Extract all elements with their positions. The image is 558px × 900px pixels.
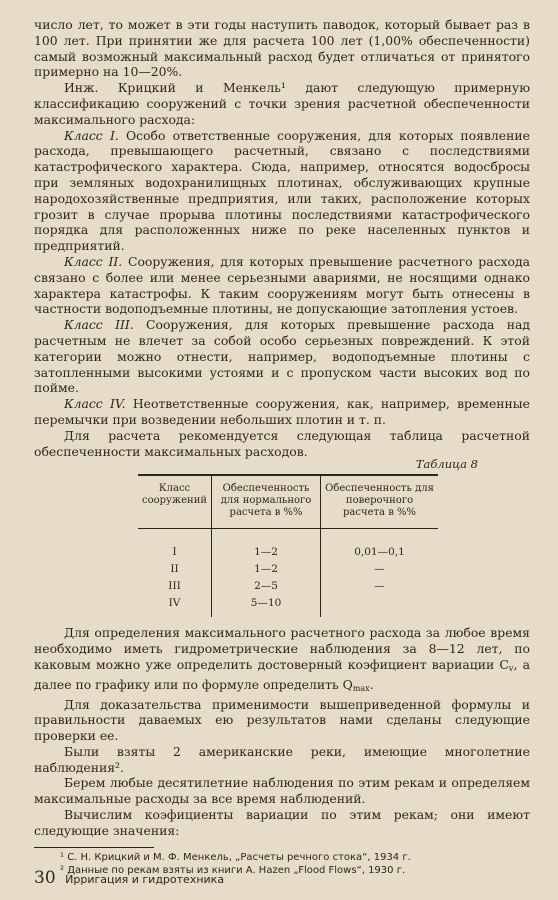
variation-text-b: , а далее по графику или по формуле определить Q	[34, 656, 531, 692]
paragraph-class-4	[34, 396, 530, 428]
footnote-1: ¹ С. Н. Крицкий и М. Ф. Менкель, „Расчеты речного стока“, 1934 г.	[60, 851, 411, 863]
paragraph-class-2	[34, 254, 530, 317]
table-row	[138, 594, 438, 617]
table-header-row	[138, 475, 438, 529]
class-2-label: Класс II.	[64, 253, 123, 269]
table-row	[138, 577, 438, 594]
class-3-text: Сооружения, для которых превышение расхода над расчетным не влечет за собой особо серьезных повреждений. К этой категории можно отнести, например, водоподъемные плотины с затопленными высокими устоями и с пропуском части высоких вод по пойме.	[34, 317, 530, 396]
table-cell: II	[170, 562, 179, 575]
table-cell	[321, 594, 438, 617]
paragraph-coefficients: Вычислим коэфициенты вариации по этим рекам; они имеют следующие значения:	[34, 807, 530, 838]
footnote-2: ² Данные по рекам взяты из книги A. Hazen „Flood Flows“, 1930 г.	[60, 864, 406, 876]
table-cell: IV	[168, 596, 181, 609]
paragraph-class-1	[34, 128, 530, 254]
table-cell: 2—5	[212, 577, 321, 594]
table-cell: III	[168, 579, 181, 592]
paragraph-class-3	[34, 317, 530, 396]
table-cell: 1—2	[212, 560, 321, 577]
class-4-label: Класс IV.	[64, 396, 126, 412]
page-number: 30	[34, 868, 56, 888]
table-caption: Таблица 8	[415, 457, 478, 472]
class-4-text: Неответственные сооружения, как, например, временные перемычки при возведении небольших плотин и т. п.	[34, 396, 530, 427]
variation-text-a: Для определения максимального расчетного расхода за любое время необходимо иметь гидрометрические наблюдения за 8—12 лет, по каковым можно уже определить достоверный коэфициент вариации C	[34, 625, 530, 672]
table-header-normal: Обеспеченность для нормального расчета в %%	[212, 475, 321, 529]
paragraph-proof: Для доказательства применимости вышеприведенной формулы и правильности даваемых ею результатов нами сделаны следующие проверки ее.	[34, 696, 530, 744]
table-cell: 1—2	[212, 529, 321, 561]
class-3-label: Класс III.	[64, 317, 134, 333]
table-row	[138, 560, 438, 577]
table-cell: —	[374, 579, 385, 592]
class-2-text: Сооружения, для которых превышение расчетного расхода связано с более или менее серьезными авариями, не носящими однако характера катастрофы. К таким сооружениям могут быть отнесены в частности водоподъемные плотины, не допускающие затопления устоев.	[34, 253, 530, 317]
table-header-check: Обеспеченность для поверочного расчета в %%	[321, 475, 438, 529]
table-cell: I	[172, 545, 177, 558]
variation-text-c: .	[369, 676, 374, 692]
qmax-subscript: max	[352, 683, 370, 693]
table-cell: 0,01—0,1	[354, 545, 405, 558]
cv-subscript: v	[508, 663, 514, 673]
class-1-label: Класс I.	[64, 127, 119, 143]
paragraph-variation	[34, 625, 530, 696]
paragraph-table-intro: Для расчета рекомендуется следующая таблица расчетной обеспеченности максимальных расходов.	[34, 427, 530, 459]
paragraph-rivers: Были взяты 2 американские реки, имеющие многолетние наблюдения².	[34, 743, 530, 775]
footnote-divider	[34, 847, 154, 848]
paragraph-classification-intro: Инж. Крицкий и Менкель¹ дают следующую примерную классификацию сооружений с точки зрения расчетной обеспеченности максимального расхода:	[34, 80, 530, 127]
table-cell: —	[374, 562, 385, 575]
class-1-text: Особо ответственные сооружения, для которых появление расхода, превышающего расчетный, связано с последствиями катастрофического характера. Сюда, например, относятся водосбросы при земляных водохранилищных плотинах, обслуживающих крупные народохозяйственные предприятия, или таких, расположение которых грозит в случае прорыва плотины последствиями катастрофического порядка для расположенных ниже по реке населенных пунктов и предприятий.	[34, 127, 530, 254]
table-header-class: Класс сооружений	[138, 475, 212, 529]
table-8	[138, 474, 438, 617]
paragraph-1: число лет, то может в эти годы наступить паводок, который бывает раз в 100 лет. При принятии же для расчета 100 лет (1,00% обеспеченности) самый возможный максимальный расход будет отличаться от принятого примерно на 10—20%.	[34, 17, 530, 80]
page-footer	[34, 868, 224, 888]
running-title: Ирригация и гидротехника	[65, 873, 225, 886]
paragraph-observations: Берем любые десятилетние наблюдения по этим рекам и определяем максимальные расходы за все время наблюдений.	[34, 775, 530, 807]
table-row	[138, 529, 438, 561]
table-cell: 5—10	[212, 594, 321, 617]
